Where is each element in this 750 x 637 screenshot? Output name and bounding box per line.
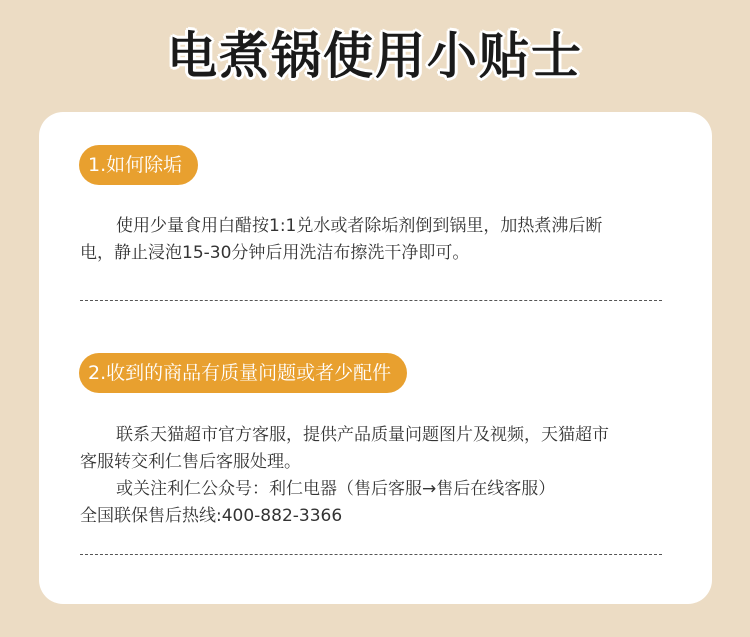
section-2-line-1: 联系天猫超市官方客服，提供产品质量问题图片及视频，天猫超市 bbox=[116, 425, 609, 445]
page-title: 电煮锅使用小贴士 bbox=[167, 27, 583, 85]
section-2-line-3: 或关注利仁公众号：利仁电器（售后客服→售后在线客服） bbox=[116, 479, 556, 499]
tips-card bbox=[39, 112, 712, 604]
section-2-heading-badge: 2.收到的商品有质量问题或者少配件 bbox=[79, 353, 407, 393]
section-1-line-1: 使用少量食用白醋按1:1兑水或者除垢剂倒到锅里，加热煮沸后断 bbox=[116, 216, 603, 236]
dashed-divider bbox=[80, 554, 662, 555]
section-2-body bbox=[80, 422, 698, 530]
dashed-divider bbox=[80, 300, 662, 301]
section-1-line-2: 电，静止浸泡15-30分钟后用洗洁布擦洗干净即可。 bbox=[80, 243, 470, 263]
section-1-body bbox=[80, 213, 698, 267]
section-1-heading-badge: 1.如何除垢 bbox=[79, 145, 198, 185]
section-2-line-2: 客服转交利仁售后客服处理。 bbox=[80, 452, 301, 472]
section-2-line-4: 全国联保售后热线:400-882-3366 bbox=[80, 506, 343, 526]
